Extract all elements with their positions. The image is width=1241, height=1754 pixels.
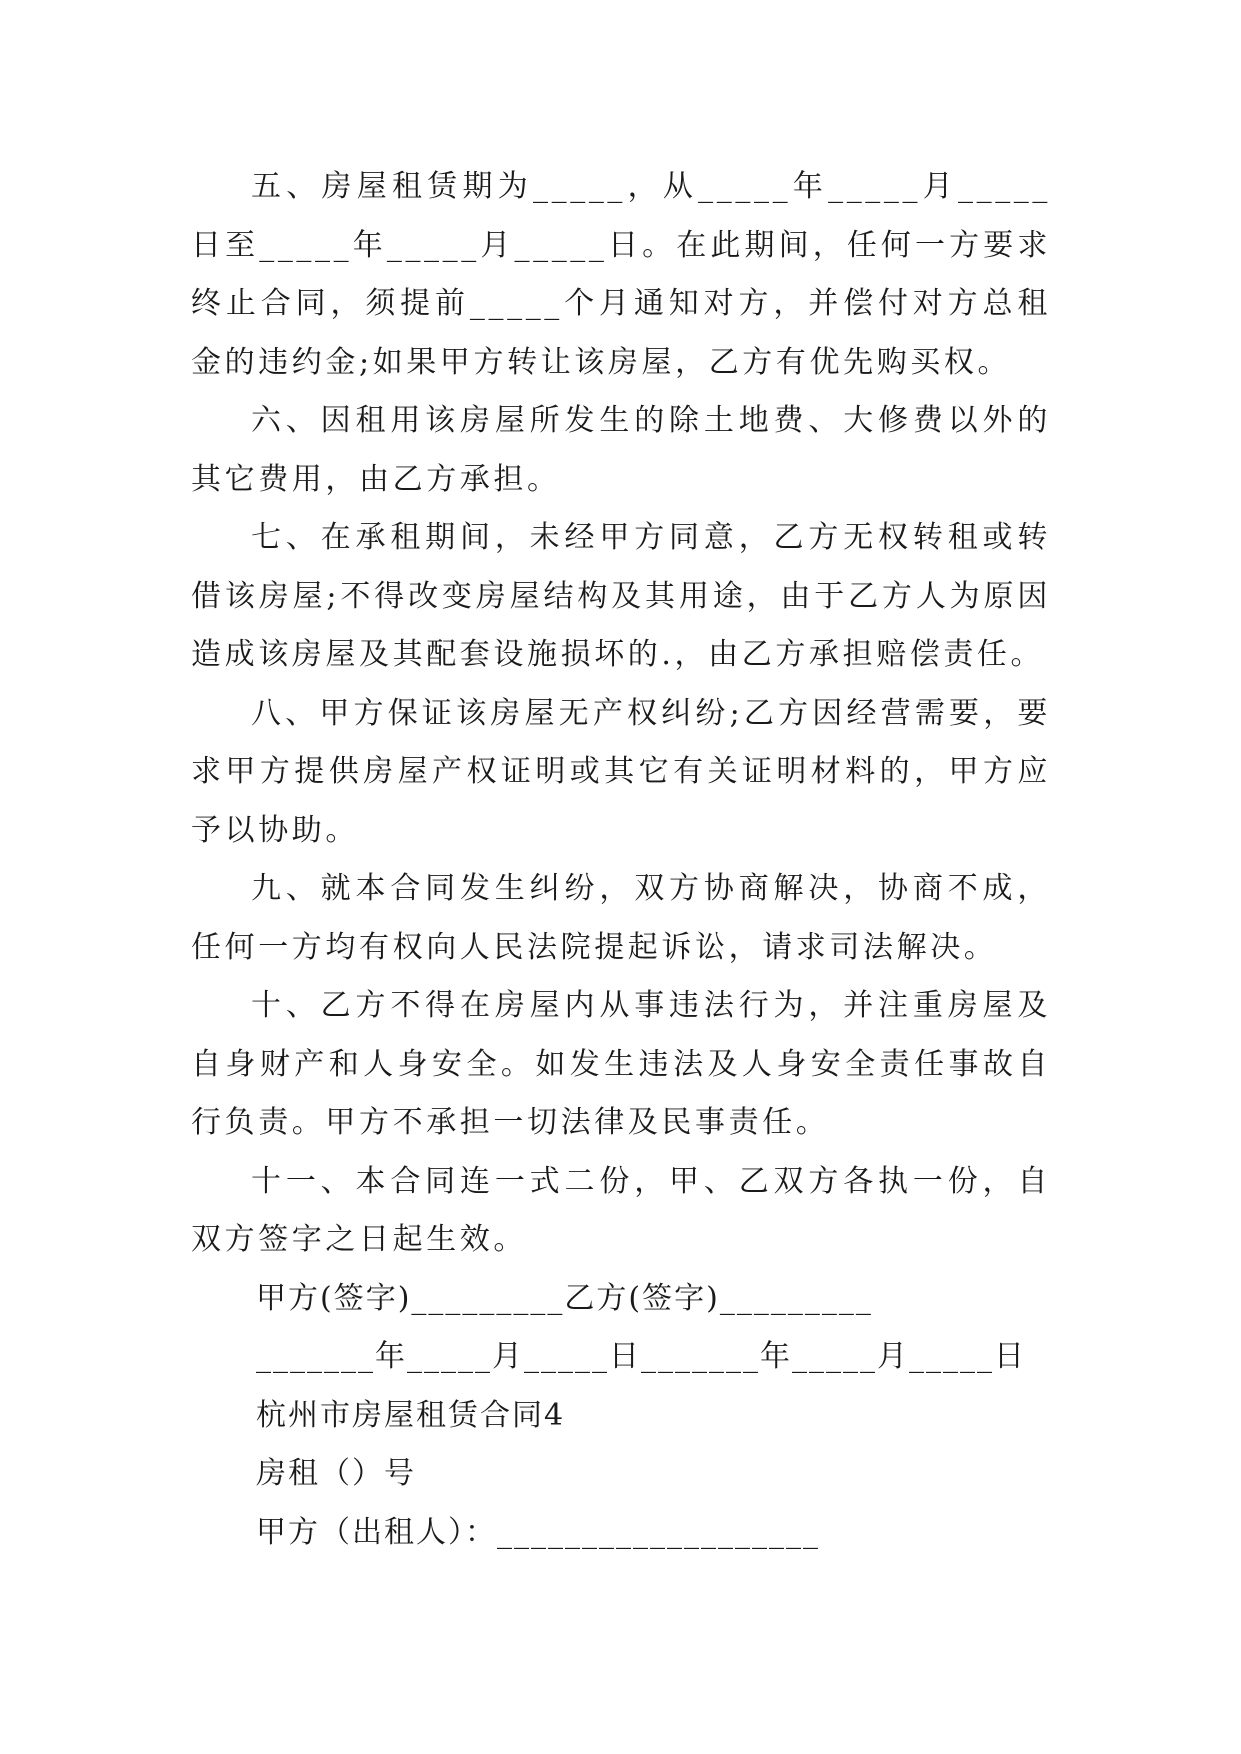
clause-11: 十一、本合同连一式二份，甲、乙双方各执一份，自双方签字之日起生效。: [191, 1163, 1051, 1257]
signature-line: 甲方(签字)_________乙方(签字)_________: [256, 1280, 873, 1316]
clause-9: 九、就本合同发生纠纷，双方协商解决，协商不成，任何一方均有权向人民法院提起诉讼，请求司法解决。: [191, 871, 1051, 965]
clause-7: 七、在承租期间，未经甲方同意，乙方无权转租或转借该房屋;不得改变房屋结构及其用途，由于乙方人为原因造成该房屋及其配套设施损坏的.，由乙方承担赔偿责任。: [191, 520, 1051, 672]
contract-title: 杭州市房屋租赁合同4: [256, 1397, 566, 1433]
party-a-line: 甲方（出租人）：___________________: [256, 1514, 820, 1550]
date-line: _______年_____月_____日_______年_____月_____日: [256, 1339, 1026, 1374]
contract-number: 房租（）号: [256, 1456, 416, 1491]
clause-6: 六、因租用该房屋所发生的除土地费、大修费以外的其它费用，由乙方承担。: [191, 403, 1051, 497]
contract-body: [191, 158, 1051, 1562]
clause-5: 五、房屋租赁期为_____，从_____年_____月_____日至_____年_____月_____日。在此期间，任何一方要求终止合同，须提前_____个月通知对方，并偿付对方总租金的违约金;如果甲方转让该房屋，乙方有优先购买权。: [191, 169, 1051, 380]
clause-10: 十、乙方不得在房屋内从事违法行为，并注重房屋及自身财产和人身安全。如发生违法及人身安全责任事故自行负责。甲方不承担一切法律及民事责任。: [191, 988, 1051, 1140]
clause-8: 八、甲方保证该房屋无产权纠纷;乙方因经营需要，要求甲方提供房屋产权证明或其它有关证明材料的，甲方应予以协助。: [191, 695, 1051, 848]
